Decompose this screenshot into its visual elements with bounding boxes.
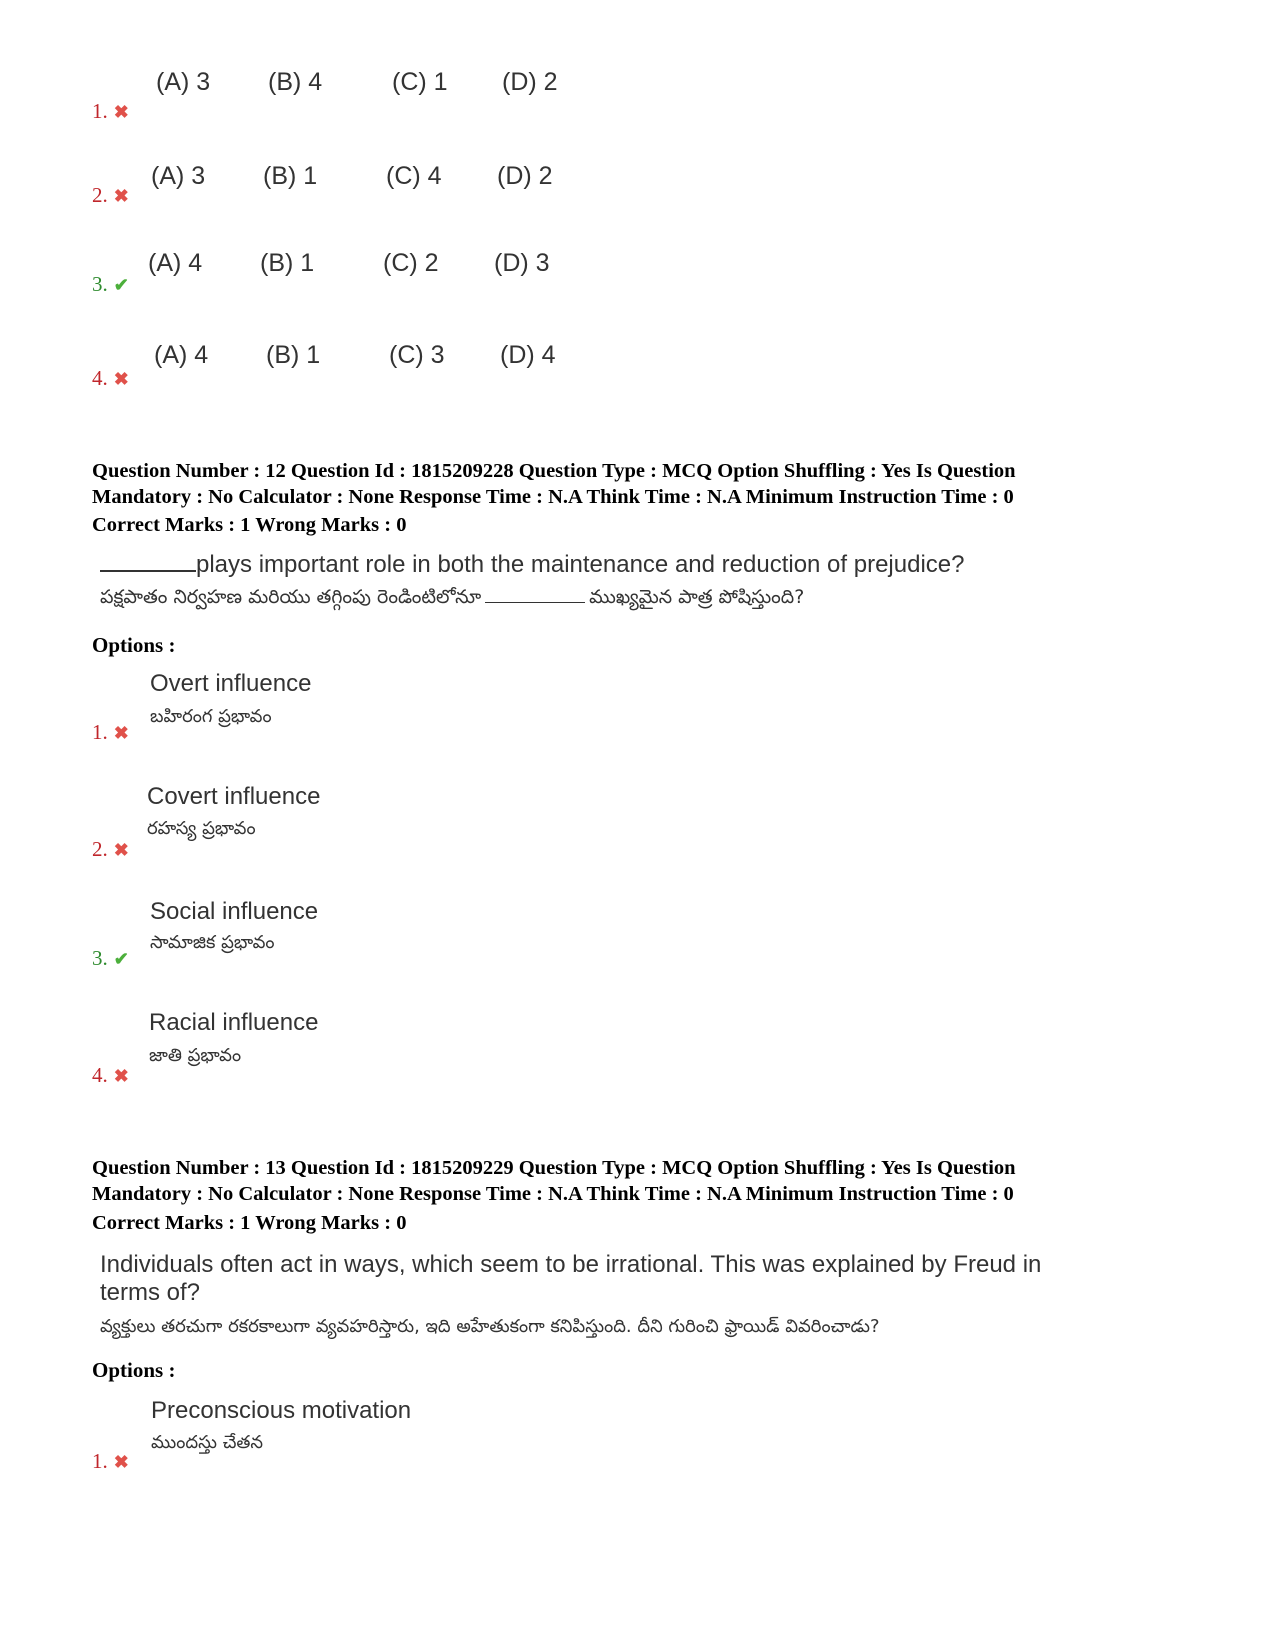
question-text-te	[100, 586, 804, 613]
option-number-label: 4.	[92, 1063, 108, 1087]
options-label: Options :	[92, 633, 176, 657]
option-number	[92, 99, 129, 124]
option-text-en: Covert influence	[147, 783, 321, 810]
option-b: (B) 1	[263, 162, 318, 190]
question-text-en	[100, 550, 964, 579]
option-b: (B) 4	[268, 68, 323, 96]
marks-line: Correct Marks : 1 Wrong Marks : 0	[92, 1212, 407, 1234]
option-number-label: 3.	[92, 946, 108, 970]
question-text: plays important role in both the maintenance and reduction of prejudice?	[196, 551, 965, 578]
option-text-te: జాతి ప్రభావం	[149, 1045, 242, 1066]
question-text-part: పక్షపాతం నిర్వహణ మరియు తగ్గింపు రెండింటిలోనూ	[100, 586, 482, 608]
wrong-icon: ✖	[113, 1452, 129, 1472]
wrong-icon: ✖	[113, 102, 129, 122]
option-text-en: Preconscious motivation	[151, 1397, 412, 1424]
option-c: (C) 4	[386, 162, 442, 190]
wrong-icon: ✖	[113, 186, 129, 206]
option-text-te: సామాజిక ప్రభావం	[150, 932, 275, 953]
wrong-icon: ✖	[113, 723, 129, 743]
question-header	[92, 1155, 1112, 1207]
answer-blank	[485, 586, 585, 603]
option-d: (D) 2	[502, 68, 558, 96]
question-text-line: Individuals often act in ways, which seem to be irrational. This was explained by Freud in	[100, 1251, 1042, 1278]
question-header-line: Question Number : 12 Question Id : 1815209228 Question Type : MCQ Option Shuffling : Yes Is Question	[92, 460, 1016, 482]
option-text-en: Overt influence	[150, 670, 312, 697]
option-c: (C) 2	[383, 249, 439, 277]
option-number-label: 1.	[92, 720, 108, 744]
option-number-label: 1.	[92, 1449, 108, 1473]
option-number-label: 2.	[92, 837, 108, 861]
option-text-te: ముందస్తు చేతన	[151, 1432, 264, 1453]
question-text-line: terms of?	[100, 1279, 201, 1306]
option-number	[92, 720, 129, 745]
options-label: Options :	[92, 1358, 176, 1382]
option-number	[92, 837, 129, 862]
option-number	[92, 946, 129, 971]
marks-line: Correct Marks : 1 Wrong Marks : 0	[92, 514, 407, 536]
wrong-icon: ✖	[113, 1066, 129, 1086]
option-number-label: 4.	[92, 366, 108, 390]
answer-blank	[100, 550, 196, 572]
option-c: (C) 3	[389, 341, 445, 369]
question-header-line: Question Number : 13 Question Id : 1815209229 Question Type : MCQ Option Shuffling : Yes Is Question	[92, 1157, 1016, 1179]
option-a: (A) 4	[154, 341, 209, 369]
wrong-icon: ✖	[113, 840, 129, 860]
option-number	[92, 272, 129, 297]
option-a: (A) 4	[148, 249, 203, 277]
question-text-en	[100, 1251, 1041, 1307]
question-header	[92, 458, 1112, 510]
option-text-en: Racial influence	[149, 1009, 319, 1036]
option-b: (B) 1	[266, 341, 321, 369]
question-text-te: వ్యక్తులు తరచుగా రకరకాలుగా వ్యవహరిస్తారు, ఇది అహేతుకంగా కనిపిస్తుంది. దీని గురించి ఫ్రాయిడ్ వివరించాడు?	[100, 1316, 880, 1337]
option-number	[92, 183, 129, 208]
option-c: (C) 1	[392, 68, 448, 96]
option-a: (A) 3	[156, 68, 211, 96]
wrong-icon: ✖	[113, 369, 129, 389]
option-number-label: 2.	[92, 183, 108, 207]
option-d: (D) 2	[497, 162, 553, 190]
check-icon: ✔	[113, 275, 129, 295]
option-number	[92, 1063, 129, 1088]
option-d: (D) 3	[494, 249, 550, 277]
option-d: (D) 4	[500, 341, 556, 369]
option-number-label: 1.	[92, 99, 108, 123]
option-number-label: 3.	[92, 272, 108, 296]
option-b: (B) 1	[260, 249, 315, 277]
option-text-te: బహిరంగ ప్రభావం	[150, 706, 272, 727]
question-text-part: ముఖ్యమైన పాత్ర పోషిస్తుంది?	[589, 586, 805, 608]
option-a: (A) 3	[151, 162, 206, 190]
question-header-line: Mandatory : No Calculator : None Response Time : N.A Think Time : N.A Minimum Instruction Time : 0	[92, 486, 1014, 508]
option-text-te: రహస్య ప్రభావం	[147, 818, 256, 839]
check-icon: ✔	[113, 949, 129, 969]
option-text-en: Social influence	[150, 898, 319, 925]
option-number	[92, 366, 129, 391]
option-number	[92, 1449, 129, 1474]
question-header-line: Mandatory : No Calculator : None Response Time : N.A Think Time : N.A Minimum Instruction Time : 0	[92, 1183, 1014, 1205]
